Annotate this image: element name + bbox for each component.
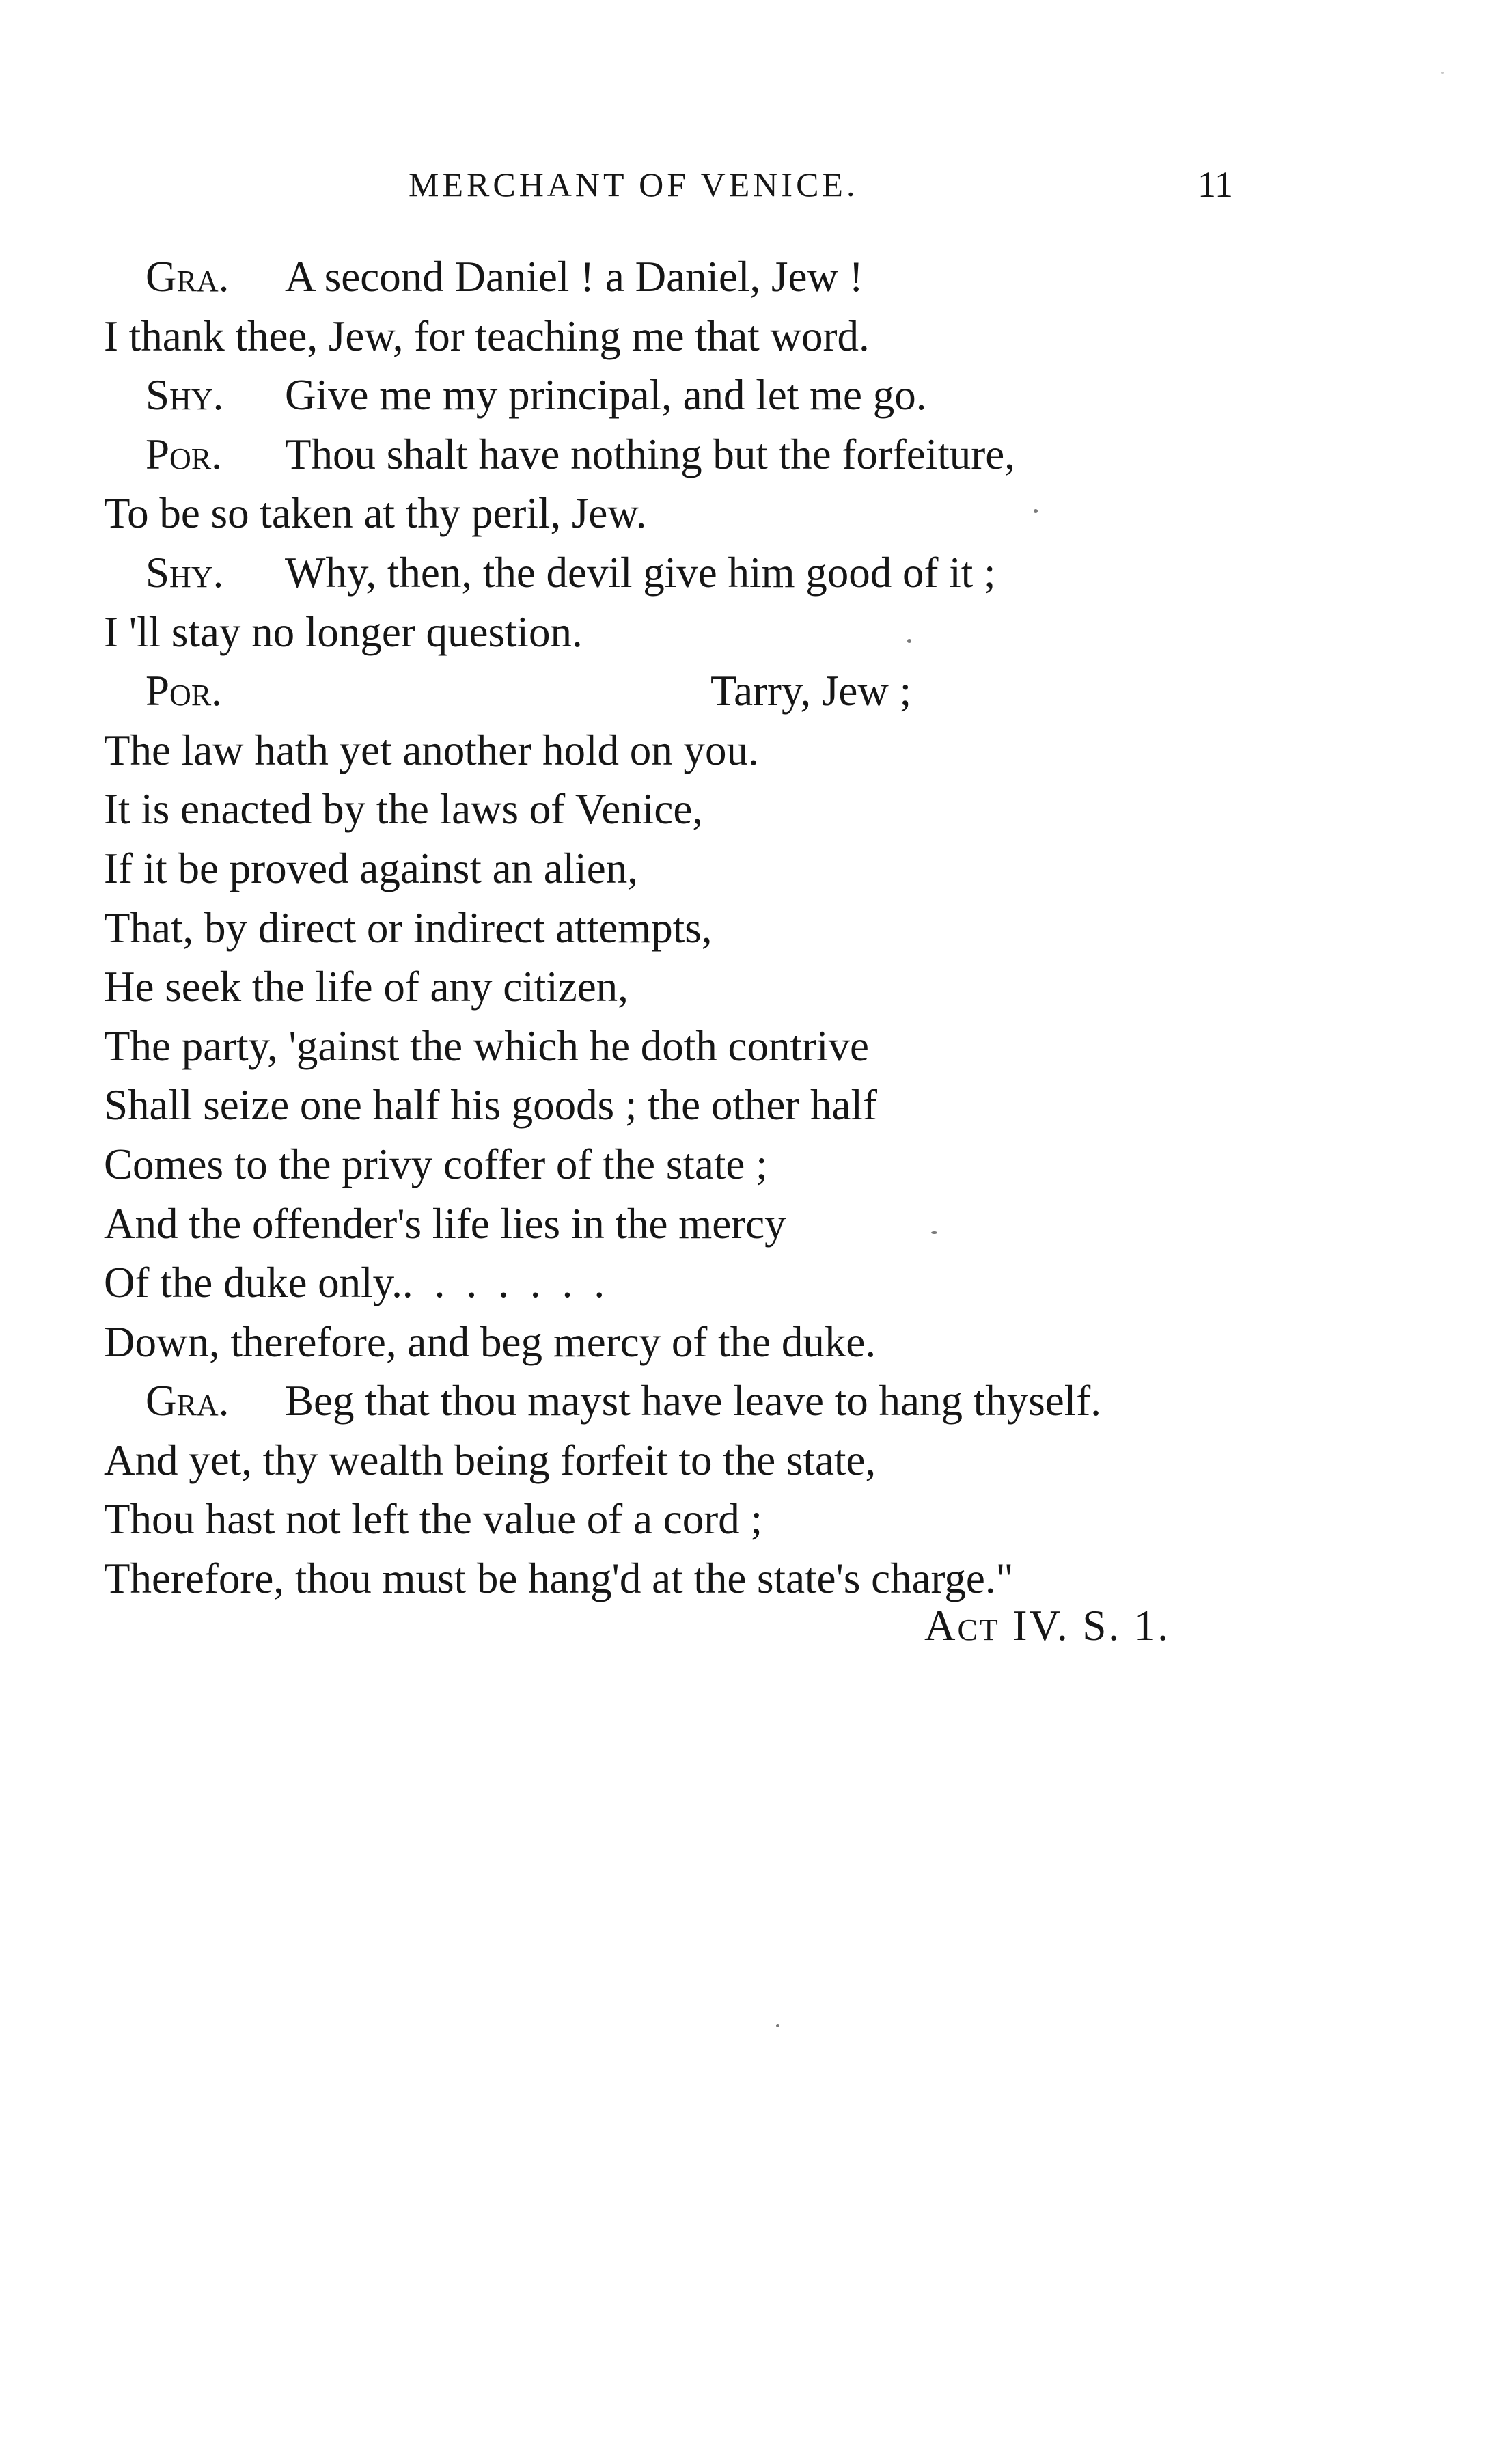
line-text: If it be proved against an alien, xyxy=(104,844,638,892)
line-text: It is enacted by the laws of Venice, xyxy=(104,785,704,834)
paper-speck xyxy=(1441,72,1444,74)
speaker-name: Por. xyxy=(146,667,222,715)
line-text: A second Daniel ! a Daniel, Jew ! xyxy=(285,253,864,301)
verse-line xyxy=(104,543,1265,603)
verse-line xyxy=(104,721,1265,780)
speaker-name: Shy. xyxy=(146,548,224,597)
line-text: Of the duke only. xyxy=(104,1259,402,1307)
line-text: Tarry, Jew ; xyxy=(710,667,912,715)
verse-line xyxy=(104,1017,1265,1076)
line-text: That, by direct or indirect attempts, xyxy=(104,903,713,952)
paper-speck xyxy=(776,2024,779,2027)
line-text: Beg that thou mayst have leave to hang thyself. xyxy=(285,1377,1101,1425)
line-text: The law hath yet another hold on you. xyxy=(104,726,759,774)
line-text: And yet, thy wealth being forfeit to the state, xyxy=(104,1436,876,1484)
line-text: Why, then, the devil give him good of it ; xyxy=(285,548,996,597)
verse-line xyxy=(104,1371,1265,1431)
line-text: He seek the life of any citizen, xyxy=(104,963,629,1011)
verse-line xyxy=(104,603,1265,662)
verse-line xyxy=(104,1076,1265,1135)
verse-line xyxy=(104,1135,1265,1194)
act-word: Act xyxy=(924,1602,1000,1649)
act-scene-number: IV. S. 1. xyxy=(999,1602,1171,1649)
line-text: Comes to the privy coffer of the state ; xyxy=(104,1140,768,1188)
verse-line xyxy=(104,1194,1265,1254)
play-excerpt xyxy=(104,247,1265,1609)
verse-line xyxy=(104,1253,1265,1313)
verse-line xyxy=(104,1431,1265,1490)
speaker-name: Shy. xyxy=(146,371,224,420)
running-title: MERCHANT OF VENICE. xyxy=(409,165,859,204)
speaker-name: Por. xyxy=(146,430,222,478)
verse-line xyxy=(104,307,1265,366)
paper-speck xyxy=(931,1231,937,1234)
page-header xyxy=(0,157,1505,212)
line-text: I thank thee, Jew, for teaching me that word. xyxy=(104,312,870,360)
speaker-name: Gra. xyxy=(146,253,230,301)
verse-line xyxy=(104,780,1265,839)
omission-dots: ....... xyxy=(402,1259,626,1307)
verse-line xyxy=(104,957,1265,1017)
verse-line xyxy=(104,661,1265,721)
line-text: Shall seize one half his goods ; the other half xyxy=(104,1081,877,1130)
paper-speck xyxy=(907,639,911,643)
paper-speck xyxy=(1034,509,1038,513)
verse-line xyxy=(104,839,1265,899)
line-text: I 'll stay no longer question. xyxy=(104,607,583,656)
verse-line xyxy=(104,425,1265,484)
verse-line xyxy=(104,484,1265,543)
line-text: Give me my principal, and let me go. xyxy=(285,371,927,420)
speaker-name: Gra. xyxy=(146,1377,230,1425)
verse-line xyxy=(104,247,1265,307)
line-text: Thou hast not left the value of a cord ; xyxy=(104,1495,762,1544)
line-text: To be so taken at thy peril, Jew. xyxy=(104,489,647,538)
verse-line xyxy=(104,899,1265,958)
verse-line xyxy=(104,1490,1265,1549)
page-number: 11 xyxy=(1198,164,1233,205)
line-text: The party, 'gainst the which he doth contrive xyxy=(104,1022,869,1070)
verse-line xyxy=(104,1313,1265,1372)
act-scene-reference xyxy=(924,1596,1170,1656)
line-text: Down, therefore, and beg mercy of the duke. xyxy=(104,1317,876,1366)
line-text: And the offender's life lies in the mercy xyxy=(104,1199,786,1248)
line-text: Thou shalt have nothing but the forfeiture, xyxy=(285,430,1015,478)
verse-line xyxy=(104,366,1265,425)
line-text: Therefore, thou must be hang'd at the state's charge." xyxy=(104,1555,1014,1603)
